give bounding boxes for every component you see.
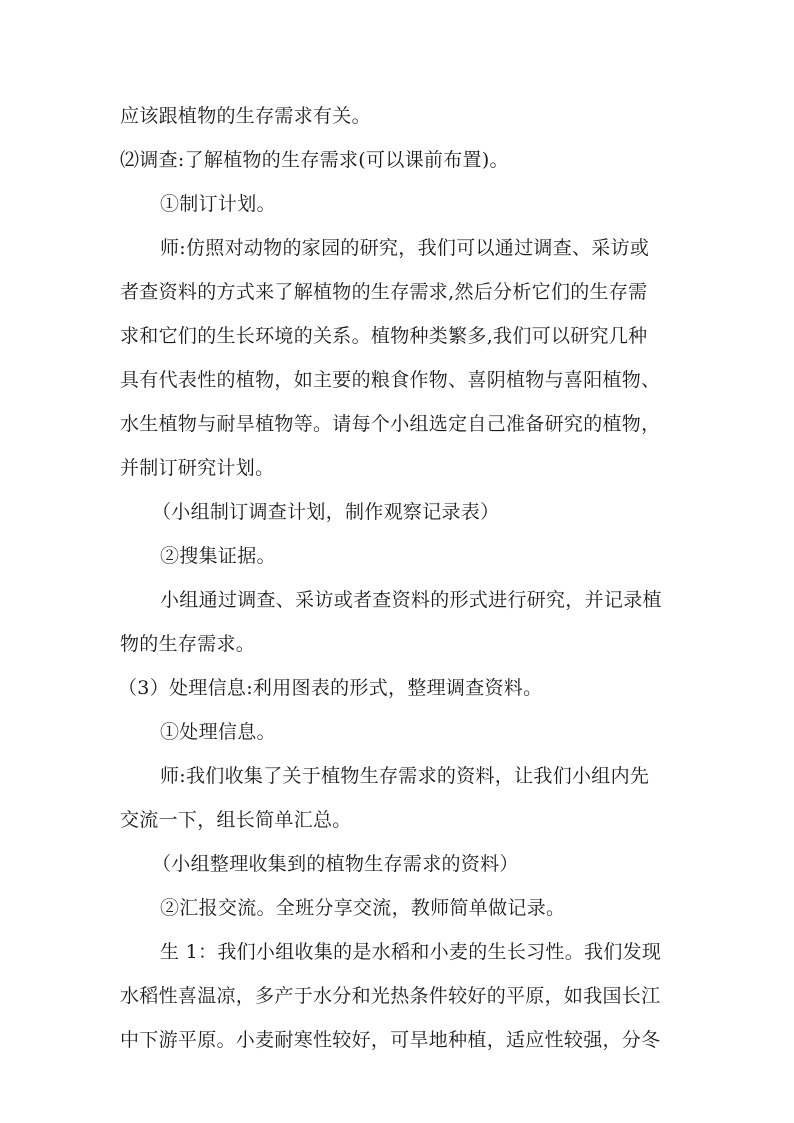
text-line-2: ⑵调查:了解植物的生存需求(可以课前布置)。 [120,149,509,171]
text-line-14: （3）处理信息:利用图表的形式，整理调查资料。 [118,677,543,699]
text-line-6: 求和它们的生长环境的关系。植物种类繁多,我们可以研究几种 [120,325,648,347]
text-line-4: 师:仿照对动物的家园的研究，我们可以通过调查、采访或 [160,237,650,259]
text-line-1: 应该跟植物的生存需求有关。 [120,105,371,127]
text-line-15: ①处理信息。 [160,721,276,743]
text-line-20: 生 1：我们小组收集的是水稻和小麦的生长习性。我们发现 [160,941,662,963]
text-line-3: ①制订计划。 [160,193,276,215]
text-line-22: 中下游平原。小麦耐寒性较好，可旱地种植，适应性较强，分冬 [120,1029,661,1051]
text-line-7: 具有代表性的植物，如主要的粮食作物、喜阴植物与喜阳植物、 [120,369,661,391]
text-line-18: （小组整理收集到的植物生存需求的资料） [152,853,519,875]
text-line-21: 水稻性喜温凉，多产于水分和光热条件较好的平原，如我国长江 [120,985,661,1007]
text-line-13: 物的生存需求。 [120,633,256,655]
text-line-16: 师:我们收集了关于植物生存需求的资料，让我们小组内先 [160,765,650,787]
text-line-17: 交流一下，组长简单汇总。 [120,809,352,831]
text-line-8: 水生植物与耐旱植物等。请每个小组选定自己准备研究的植物， [120,413,661,435]
text-line-9: 并制订研究计划。 [120,457,275,479]
text-line-12: 小组通过调查、采访或者查资料的形式进行研究，并记录植 [160,589,662,611]
text-line-10: （小组制订调查计划，制作观察记录表） [152,501,500,523]
text-line-5: 者查资料的方式来了解植物的生存需求,然后分析它们的生存需 [120,281,648,303]
text-line-11: ②搜集证据。 [160,545,276,567]
text-line-19: ②汇报交流。全班分享交流，教师简单做记录。 [160,897,566,919]
